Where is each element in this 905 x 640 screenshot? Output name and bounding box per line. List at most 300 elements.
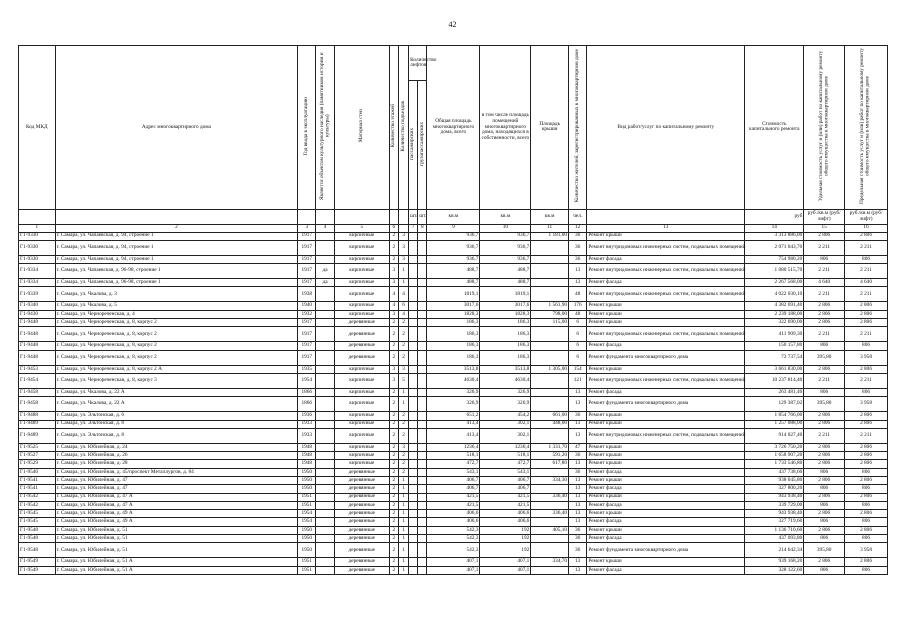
row-max-cost: 806 xyxy=(845,501,888,509)
row-max-cost: 2 806 xyxy=(845,477,888,485)
row-address: г. Самара, ул. Юбилейная, д. 51 xyxy=(55,543,297,558)
row-address: г. Самара, ул. Чкалова, д. 22 А xyxy=(55,397,297,412)
row-floors: 2 xyxy=(389,518,398,526)
row-code: Г1-9334 xyxy=(19,264,56,279)
row-max-cost: 2 806 xyxy=(845,232,888,240)
row-unit-cost: 2 211 xyxy=(804,264,845,279)
row-unit-cost: 2 211 xyxy=(804,428,845,443)
row-unit-cost: 395,80 xyxy=(804,543,845,558)
row-address: г. Самара, ул. Юбилейная, д. 47 А xyxy=(55,493,297,501)
row-floors: 4 xyxy=(389,302,398,310)
row-roof xyxy=(531,397,569,412)
row-floors: 3 xyxy=(389,279,398,287)
row-year: 1940 xyxy=(298,302,316,310)
row-wall: кирпичные xyxy=(334,373,389,388)
row-work: Ремонт фундамента многоквартирного дома xyxy=(587,397,745,412)
row-address: г. Самара, ул. Чапаевская, д. 96-98, строение 1 xyxy=(55,264,297,279)
row-heritage xyxy=(316,468,334,476)
row-max-cost: 2 806 xyxy=(845,443,888,451)
row-work: Ремонт крыши xyxy=(587,558,745,566)
column-number: 14 xyxy=(745,224,804,232)
row-year: 1938 xyxy=(298,287,316,302)
row-residents: 36 xyxy=(569,240,587,255)
row-year: 1917 xyxy=(298,255,316,263)
table-row xyxy=(19,543,888,558)
row-year: 1948 xyxy=(298,452,316,460)
row-residents: 13 xyxy=(569,518,587,526)
row-max-cost: 2 211 xyxy=(845,373,888,388)
row-code: Г1-9458 xyxy=(19,388,56,396)
row-unit-cost: 2 806 xyxy=(804,526,845,534)
row-code: Г1-9527 xyxy=(19,452,56,460)
row-heritage xyxy=(316,501,334,509)
row-year: 1917 xyxy=(298,319,316,327)
row-cost: 73 737,54 xyxy=(745,350,804,365)
row-work: Ремонт фасада xyxy=(587,518,745,526)
row-address: г. Самара, ул. Чернореченская, д. 8, корпус 2 xyxy=(55,342,297,350)
row-residents: 48 xyxy=(569,287,587,302)
row-lifts-cargo xyxy=(418,518,427,526)
header-area-own: в том числе площадь помещений многоквартирного дома, находящихся в собственности, всего xyxy=(480,46,531,210)
row-floors: 3 xyxy=(389,365,398,373)
header-cost: Стоимость капитального ремонта xyxy=(745,46,804,210)
row-max-cost: 2 806 xyxy=(845,319,888,327)
row-work: Ремонт внутридомовых инженерных систем, подвальных помещений xyxy=(587,240,745,255)
table-row xyxy=(19,388,888,396)
table-row xyxy=(19,558,888,566)
row-entrances: 1 xyxy=(398,493,408,501)
row-max-cost: 2 806 xyxy=(845,460,888,468)
row-year: 1950 xyxy=(298,468,316,476)
row-heritage xyxy=(316,412,334,420)
column-number: 5 xyxy=(334,224,389,232)
row-cost: 10 237 814,40 xyxy=(745,373,804,388)
header-work: Вид работ/услуг по капитальному ремонту xyxy=(587,46,745,210)
row-lifts-cargo xyxy=(418,468,427,476)
row-area-total: 406,6 xyxy=(427,518,480,526)
row-residents: 36 xyxy=(569,535,587,543)
row-area-own: 192 xyxy=(480,535,531,543)
row-lifts-cargo xyxy=(418,452,427,460)
row-heritage: да xyxy=(316,279,334,287)
row-entrances: 2 xyxy=(398,452,408,460)
row-residents: 6 xyxy=(569,327,587,342)
row-code: Г1-9489 xyxy=(19,420,56,428)
row-roof: 1 561,90 xyxy=(531,302,569,310)
row-residents: 47 xyxy=(569,443,587,451)
row-year: 1935 xyxy=(298,365,316,373)
row-roof xyxy=(531,566,569,574)
row-address: г. Самара, ул. Юбилейная, д. 45/проспект Металлургов, д. 84 xyxy=(55,468,297,476)
row-max-cost: 806 xyxy=(845,468,888,476)
row-heritage xyxy=(316,310,334,318)
row-heritage xyxy=(316,397,334,412)
row-lifts-cargo xyxy=(418,365,427,373)
row-wall: кирпичные xyxy=(334,302,389,310)
row-max-cost: 2 211 xyxy=(845,287,888,302)
header-area-total: Общая площадь многоквартирного дома, всего xyxy=(427,46,480,210)
row-year: 1950 xyxy=(298,485,316,493)
row-cost: 938 045,80 xyxy=(745,477,804,485)
row-cost: 339 729,00 xyxy=(745,501,804,509)
row-work: Ремонт крыши xyxy=(587,302,745,310)
row-lifts-pass xyxy=(409,420,418,428)
row-work: Ремонт фундамента многоквартирного дома xyxy=(587,350,745,365)
row-year: 1917 xyxy=(298,327,316,342)
table-row xyxy=(19,264,888,279)
row-area-total: 488,7 xyxy=(427,279,480,287)
row-cost: 2 239 188,00 xyxy=(745,310,804,318)
row-wall: кирпичные xyxy=(334,232,389,240)
row-area-total: 488,7 xyxy=(427,264,480,279)
row-unit-cost: 2 806 xyxy=(804,460,845,468)
row-work: Ремонт крыши xyxy=(587,365,745,373)
table-row xyxy=(19,287,888,302)
unit-max-cost: руб./кв.м (руб/лифт) xyxy=(845,209,888,224)
row-lifts-pass xyxy=(409,240,418,255)
row-heritage xyxy=(316,365,334,373)
row-wall: деревянные xyxy=(334,543,389,558)
row-heritage xyxy=(316,327,334,342)
row-entrances: 3 xyxy=(398,365,408,373)
row-lifts-pass xyxy=(409,310,418,318)
row-lifts-cargo xyxy=(418,412,427,420)
row-roof: 115,00 xyxy=(531,319,569,327)
row-unit-cost: 806 xyxy=(804,501,845,509)
row-work: Ремонт внутридомовых инженерных систем, подвальных помещений xyxy=(587,373,745,388)
row-work: Ремонт крыши xyxy=(587,460,745,468)
row-lifts-pass xyxy=(409,279,418,287)
row-address: г. Самара, ул. Чернореченская, д. 8, корпус 2 xyxy=(55,319,297,327)
row-residents: 13 xyxy=(569,460,587,468)
unit-cost: руб xyxy=(745,209,804,224)
row-code: Г1-9548 xyxy=(19,535,56,543)
row-residents: 13 xyxy=(569,428,587,443)
row-area-total: 1236,4 xyxy=(427,443,480,451)
row-code: Г1-9542 xyxy=(19,501,56,509)
row-area-total: 406,7 xyxy=(427,485,480,493)
row-wall: деревянные xyxy=(334,526,389,534)
row-year: 1951 xyxy=(298,566,316,574)
row-cost: 2 071 043,70 xyxy=(745,240,804,255)
row-area-own: 406,6 xyxy=(480,510,531,518)
row-wall: кирпичные xyxy=(334,452,389,460)
row-unit-cost: 2 806 xyxy=(804,493,845,501)
row-wall: деревянные xyxy=(334,468,389,476)
table-row xyxy=(19,535,888,543)
column-number: 4 xyxy=(316,224,334,232)
row-area-total: 406,7 xyxy=(427,477,480,485)
row-residents: 176 xyxy=(569,302,587,310)
row-area-own: 192 xyxy=(480,543,531,558)
table-row xyxy=(19,566,888,574)
row-lifts-cargo xyxy=(418,310,427,318)
row-wall: кирпичные xyxy=(334,240,389,255)
unit-roof: кв.м xyxy=(531,209,569,224)
row-address: г. Самара, ул. Юбилейная, д. 47 xyxy=(55,485,297,493)
row-lifts-pass xyxy=(409,543,418,558)
table-row xyxy=(19,420,888,428)
row-code: Г1-9540 xyxy=(19,468,56,476)
row-floors: 2 xyxy=(389,342,398,350)
header-max-cost: Предельная стоимость услуг и (или) работ по капитальному ремонту общего имущества в многоквартирном доме xyxy=(859,48,872,204)
row-residents: 36 xyxy=(569,232,587,240)
unit-unit-cost: руб./кв.м (руб/лифт) xyxy=(804,209,845,224)
row-max-cost: 806 xyxy=(845,485,888,493)
row-code: Г1-9541 xyxy=(19,485,56,493)
row-area-own: 186,3 xyxy=(480,350,531,365)
row-area-total: 651,2 xyxy=(427,412,480,420)
row-work: Ремонт фасада xyxy=(587,468,745,476)
row-roof xyxy=(531,388,569,396)
row-heritage xyxy=(316,342,334,350)
row-lifts-cargo xyxy=(418,460,427,468)
row-heritage xyxy=(316,566,334,574)
row-year: 1933 xyxy=(298,420,316,428)
row-year: 1951 xyxy=(298,493,316,501)
table-row xyxy=(19,485,888,493)
row-entrances: 1 xyxy=(398,566,408,574)
row-area-total: 1819,1 xyxy=(427,287,480,302)
row-heritage xyxy=(316,373,334,388)
row-lifts-pass xyxy=(409,460,418,468)
row-unit-cost: 2 806 xyxy=(804,302,845,310)
row-roof xyxy=(531,373,569,388)
row-work: Ремонт внутридомовых инженерных систем, подвальных помещений xyxy=(587,264,745,279)
row-floors: 2 xyxy=(389,558,398,566)
row-area-own: 1819,1 xyxy=(480,287,531,302)
row-year: 1917 xyxy=(298,342,316,350)
row-address: г. Самара, ул. Чернореченская, д. 8, корпус 2 А xyxy=(55,365,297,373)
row-area-own: 421,5 xyxy=(480,493,531,501)
row-heritage xyxy=(316,443,334,451)
row-code: Г1-9548 xyxy=(19,543,56,558)
row-work: Ремонт крыши xyxy=(587,526,745,534)
row-entrances: 3 xyxy=(398,255,408,263)
row-lifts-cargo xyxy=(418,428,427,443)
table-row xyxy=(19,350,888,365)
row-heritage xyxy=(316,493,334,501)
row-area-own: 4630,4 xyxy=(480,373,531,388)
table-row xyxy=(19,477,888,485)
row-code: Г1-9454 xyxy=(19,373,56,388)
row-floors: 2 xyxy=(389,319,398,327)
row-area-own: 302,1 xyxy=(480,428,531,443)
header-roof: Площадь крыши xyxy=(531,46,569,210)
row-wall: деревянные xyxy=(334,327,389,342)
row-floors: 2 xyxy=(389,255,398,263)
row-year: 1950 xyxy=(298,543,316,558)
row-address: г. Самара, ул. Чкалова, д. 3 xyxy=(55,287,297,302)
row-residents: 13 xyxy=(569,558,587,566)
row-floors: 2 xyxy=(389,468,398,476)
row-area-total: 4630,4 xyxy=(427,373,480,388)
row-cost: 437 738,60 xyxy=(745,468,804,476)
row-floors: 2 xyxy=(389,510,398,518)
row-area-total: 406,6 xyxy=(427,510,480,518)
row-area-total: 186,3 xyxy=(427,350,480,365)
table-row xyxy=(19,468,888,476)
table-row xyxy=(19,452,888,460)
table-row xyxy=(19,232,888,240)
row-area-own: 518,1 xyxy=(480,452,531,460)
row-year: 1951 xyxy=(298,501,316,509)
table-row xyxy=(19,526,888,534)
row-year: 1950 xyxy=(298,477,316,485)
row-address: г. Самара, ул. Чкалова, д. 5 xyxy=(55,302,297,310)
row-address: г. Самара, ул. Юбилейная, д. 47 xyxy=(55,477,297,485)
row-heritage xyxy=(316,543,334,558)
row-floors: 2 xyxy=(389,327,398,342)
row-wall: деревянные xyxy=(334,501,389,509)
row-code: Г1-9542 xyxy=(19,493,56,501)
row-lifts-cargo xyxy=(418,264,427,279)
row-code: Г1-9448 xyxy=(19,327,56,342)
row-entrances: 2 xyxy=(398,428,408,443)
row-lifts-cargo xyxy=(418,526,427,534)
row-heritage xyxy=(316,526,334,534)
row-lifts-cargo xyxy=(418,279,427,287)
row-unit-cost: 2 806 xyxy=(804,477,845,485)
row-lifts-cargo xyxy=(418,232,427,240)
row-work: Ремонт фасада xyxy=(587,501,745,509)
row-year: 1933 xyxy=(298,428,316,443)
row-residents: 121 xyxy=(569,373,587,388)
row-max-cost: 2 211 xyxy=(845,327,888,342)
row-area-total: 186,3 xyxy=(427,327,480,342)
table-row xyxy=(19,255,888,263)
unit-area-total: кв.м xyxy=(427,209,480,224)
row-entrances: 4 xyxy=(398,310,408,318)
row-roof xyxy=(531,501,569,509)
row-entrances: 1 xyxy=(398,279,408,287)
row-lifts-cargo xyxy=(418,255,427,263)
row-area-total: 542,3 xyxy=(427,526,480,534)
row-address: г. Самара, ул. Чернореченская, д. 8, корпус 3 xyxy=(55,373,297,388)
row-heritage xyxy=(316,232,334,240)
row-wall: кирпичные xyxy=(334,443,389,451)
row-area-own: 421,5 xyxy=(480,501,531,509)
row-wall: кирпичные xyxy=(334,388,389,396)
row-lifts-pass xyxy=(409,327,418,342)
row-heritage xyxy=(316,485,334,493)
column-number xyxy=(398,224,408,232)
row-address: г. Самара, ул. Чернореченская, д. 4 xyxy=(55,310,297,318)
row-unit-cost: 395,80 xyxy=(804,397,845,412)
header-lifts-cargo: грузопассажирских xyxy=(418,121,425,166)
table-row xyxy=(19,365,888,373)
row-residents: 36 xyxy=(569,543,587,558)
row-area-own: 936,7 xyxy=(480,232,531,240)
row-code: Г1-9330 xyxy=(19,255,56,263)
column-number: 2 xyxy=(55,224,297,232)
row-code: Г1-9339 xyxy=(19,287,56,302)
row-residents: 36 xyxy=(569,255,587,263)
row-heritage xyxy=(316,460,334,468)
row-area-own: 407,1 xyxy=(480,566,531,574)
row-area-own: 186,3 xyxy=(480,319,531,327)
column-number: 6 xyxy=(389,224,398,232)
row-lifts-cargo xyxy=(418,535,427,543)
row-lifts-cargo xyxy=(418,566,427,574)
row-heritage xyxy=(316,535,334,543)
header-floors: Количество этажей xyxy=(390,104,397,148)
row-work: Ремонт фасада xyxy=(587,485,745,493)
row-max-cost: 3 958 xyxy=(845,350,888,365)
row-residents: 6 xyxy=(569,319,587,327)
row-unit-cost: 2 806 xyxy=(804,420,845,428)
row-area-total: 186,3 xyxy=(427,319,480,327)
row-heritage xyxy=(316,240,334,255)
table-body xyxy=(19,232,888,574)
row-work: Ремонт крыши xyxy=(587,232,745,240)
row-max-cost: 2 211 xyxy=(845,240,888,255)
row-code: Г1-9489 xyxy=(19,428,56,443)
row-lifts-pass xyxy=(409,287,418,302)
row-address: г. Самара, ул. Юбилейная, д. 28 xyxy=(55,460,297,468)
row-lifts-pass xyxy=(409,365,418,373)
row-roof: 448,00 xyxy=(531,420,569,428)
row-area-total: 936,7 xyxy=(427,240,480,255)
row-lifts-pass xyxy=(409,477,418,485)
row-work: Ремонт крыши xyxy=(587,477,745,485)
header-code: Код МКД xyxy=(19,46,56,210)
table-row xyxy=(19,302,888,310)
row-area-own: 1828,3 xyxy=(480,310,531,318)
row-address: г. Самара, ул. Чапаевская, д. 94, строение 1 xyxy=(55,232,297,240)
row-address: г. Самара, ул. Эльтонская, д. 6 xyxy=(55,412,297,420)
row-entrances: 1 xyxy=(398,388,408,396)
row-residents: 48 xyxy=(569,310,587,318)
row-work: Ремонт внутридомовых инженерных систем, подвальных помещений xyxy=(587,428,745,443)
row-area-own: 936,7 xyxy=(480,240,531,255)
row-entrances: 2 xyxy=(398,460,408,468)
row-lifts-pass xyxy=(409,558,418,566)
row-residents: 13 xyxy=(569,388,587,396)
row-heritage xyxy=(316,518,334,526)
row-work: Ремонт крыши xyxy=(587,510,745,518)
row-year: 1954 xyxy=(298,510,316,518)
row-heritage xyxy=(316,302,334,310)
row-floors: 2 xyxy=(389,232,398,240)
table-row xyxy=(19,518,888,526)
row-unit-cost: 806 xyxy=(804,342,845,350)
row-max-cost: 806 xyxy=(845,388,888,396)
header-entrances: Количество подъездов xyxy=(399,100,406,152)
row-wall: деревянные xyxy=(334,518,389,526)
row-code: Г1-9545 xyxy=(19,518,56,526)
row-unit-cost: 806 xyxy=(804,535,845,543)
row-max-cost: 2 211 xyxy=(845,264,888,279)
row-area-total: 326,9 xyxy=(427,397,480,412)
row-roof xyxy=(531,468,569,476)
column-number: 15 xyxy=(804,224,845,232)
row-cost: 437 093,80 xyxy=(745,535,804,543)
row-work: Ремонт фасада xyxy=(587,566,745,574)
row-code: Г1-9458 xyxy=(19,397,56,412)
row-entrances: 2 xyxy=(398,468,408,476)
row-roof xyxy=(531,485,569,493)
row-lifts-cargo xyxy=(418,327,427,342)
row-code: Г1-9330 xyxy=(19,232,56,240)
row-max-cost: 806 xyxy=(845,518,888,526)
row-lifts-cargo xyxy=(418,350,427,365)
row-work: Ремонт крыши xyxy=(587,420,745,428)
row-code: Г1-9488 xyxy=(19,412,56,420)
row-heritage: да xyxy=(316,264,334,279)
row-roof xyxy=(531,240,569,255)
row-cost: 328 122,60 xyxy=(745,566,804,574)
